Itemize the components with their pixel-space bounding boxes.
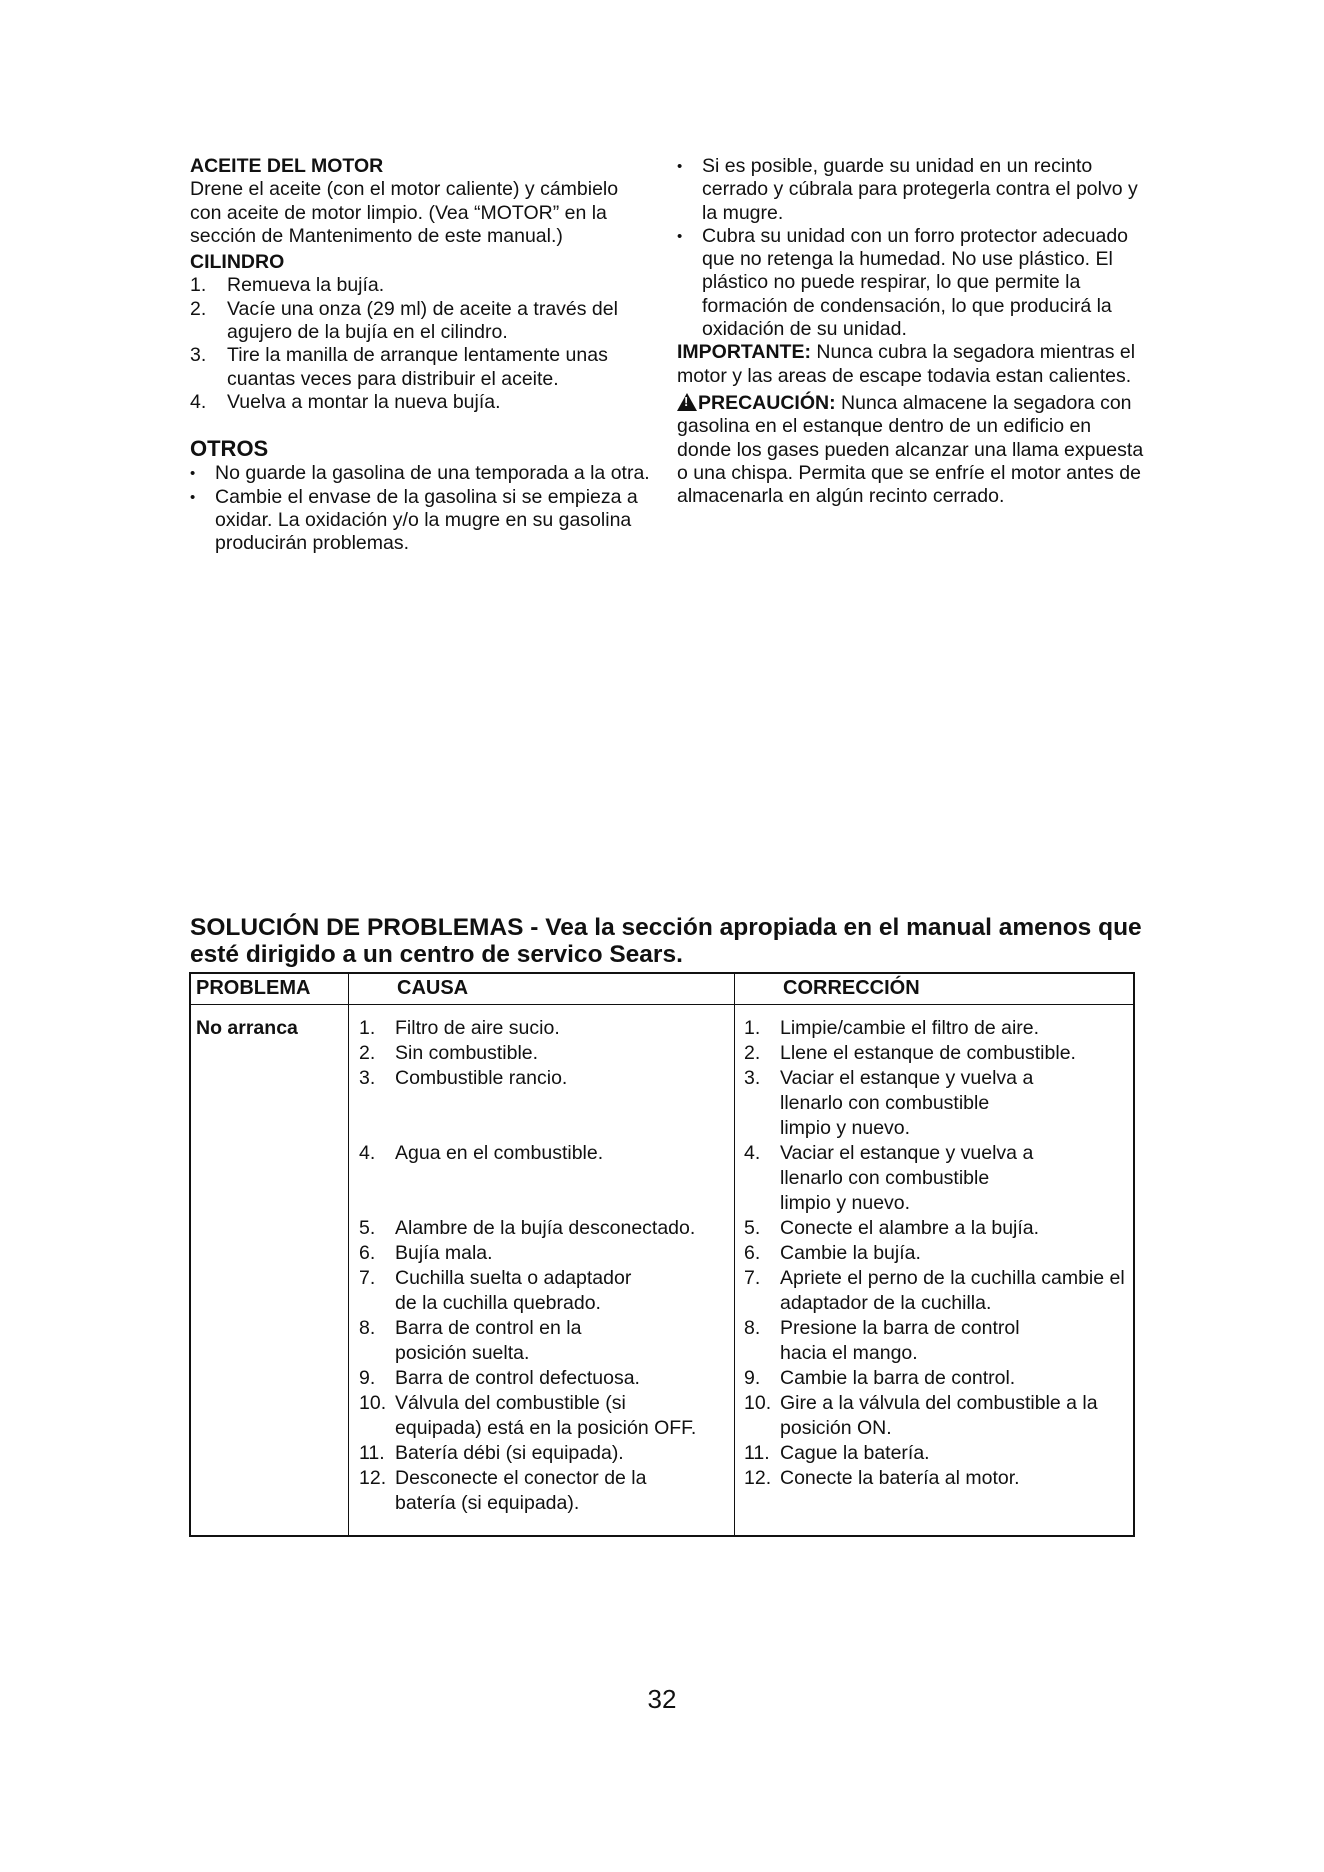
left-column bbox=[190, 155, 650, 555]
cause-row: 9. Barra de control defectuosa. bbox=[359, 1367, 640, 1389]
cylinder-steps bbox=[190, 274, 650, 414]
correction-row: 2. Llene el estanque de combustible. bbox=[744, 1042, 1076, 1064]
list-item: • Cubra su unidad con un forro protector adecuado que no retenga la humedad. No use plástico. El plástico no puede respirar, lo que permite la formación de condensación, lo que producirá la oxidación de su unidad. bbox=[677, 225, 1147, 341]
correction-row: 11. Cague la batería. bbox=[744, 1442, 930, 1464]
caution-label: PRECAUCIÓN: bbox=[698, 391, 836, 414]
cause-row: 12. Desconecte el conector de la batería (si equipada). bbox=[359, 1467, 647, 1514]
cause-row: 11. Batería débi (si equipada). bbox=[359, 1442, 624, 1464]
cause-row: 8. Barra de control en la posición suelta. bbox=[359, 1317, 582, 1364]
header-correction: CORRECCIÓN bbox=[783, 977, 920, 999]
cylinder-heading: CILINDRO bbox=[190, 251, 285, 274]
caution-note bbox=[677, 392, 1147, 508]
oil-heading: ACEITE DEL MOTOR bbox=[190, 155, 384, 177]
oil-text: Drene el aceite (con el motor caliente) y cámbielo con aceite de motor limpio. (Vea “MOTOR” en la sección de Mantenimento de este manual.) bbox=[190, 178, 619, 247]
list-item: 4. Vuelva a montar la nueva bujía. bbox=[190, 390, 501, 413]
header-divider bbox=[191, 1004, 1133, 1005]
right-column bbox=[677, 155, 1147, 508]
list-item: • No guarde la gasolina de una temporada a la otra. bbox=[190, 462, 650, 485]
other-heading: OTROS bbox=[190, 436, 269, 462]
important-note bbox=[677, 341, 1147, 388]
column-divider bbox=[734, 974, 735, 1535]
storage-list bbox=[677, 155, 1147, 341]
cause-row: 2. Sin combustible. bbox=[359, 1042, 539, 1064]
correction-row: 9. Cambie la barra de control. bbox=[744, 1367, 1016, 1389]
cause-row: 6. Bujía mala. bbox=[359, 1242, 493, 1264]
correction-row: 10. Gire a la válvula del combustible a la posición ON. bbox=[744, 1392, 1098, 1439]
troubleshooting-title: SOLUCIÓN DE PROBLEMAS - Vea la sección apropiada en el manual amenos que esté dirigido a un centro de servico Sears. bbox=[190, 914, 1142, 968]
cause-row: 7. Cuchilla suelta o adaptador de la cuchilla quebrado. bbox=[359, 1267, 632, 1314]
correction-row: 1. Limpie/cambie el filtro de aire. bbox=[744, 1017, 1040, 1039]
other-list bbox=[190, 462, 650, 555]
correction-row: 7. Apriete el perno de la cuchilla cambie el adaptador de la cuchilla. bbox=[744, 1267, 1125, 1314]
header-cause: CAUSA bbox=[397, 977, 469, 999]
cause-row: 10. Válvula del combustible (si equipada) está en la posición OFF. bbox=[359, 1392, 697, 1439]
important-label: IMPORTANTE: bbox=[677, 341, 811, 364]
column-divider bbox=[348, 974, 349, 1535]
correction-row: 3. Vaciar el estanque y vuelva a llenarlo con combustible limpio y nuevo. bbox=[744, 1067, 1034, 1139]
cause-row: 4. Agua en el combustible. bbox=[359, 1142, 604, 1164]
header-problem: PROBLEMA bbox=[196, 977, 311, 999]
list-item: • Cambie el envase de la gasolina si se empieza a oxidar. La oxidación y/o la mugre en su gasolina producirán problemas. bbox=[190, 486, 650, 556]
list-item: 1. Remueva la bujía. bbox=[190, 274, 385, 297]
cause-row: 1. Filtro de aire sucio. bbox=[359, 1017, 560, 1039]
correction-row: 5. Conecte el alambre a la bujía. bbox=[744, 1217, 1040, 1239]
warning-triangle-icon bbox=[677, 393, 697, 411]
correction-row: 8. Presione la barra de control hacia el mango. bbox=[744, 1317, 1020, 1364]
page-number: 32 bbox=[647, 1684, 677, 1714]
corrections-cell bbox=[744, 1016, 1129, 1491]
caution-text: Nunca almacene la segadora con gasolina en el estanque dentro de un edificio en donde los gases pueden alcanzar una llama expuesta o una chispa. Permita que se enfríe el motor antes de almacenarla en algún recinto cerrado. bbox=[677, 391, 1144, 508]
list-item: 3. Tire la manilla de arranque lentamente unas cuantas veces para distribuir el aceite. bbox=[190, 344, 608, 390]
causes-cell bbox=[359, 1016, 729, 1516]
list-item: • Si es posible, guarde su unidad en un recinto cerrado y cúbrala para protegerla contra el polvo y la mugre. bbox=[677, 155, 1147, 225]
cause-row: 5. Alambre de la bujía desconectado. bbox=[359, 1217, 696, 1239]
correction-row: 4. Vaciar el estanque y vuelva a llenarlo con combustible limpio y nuevo. bbox=[744, 1142, 1034, 1214]
correction-row: 12. Conecte la batería al motor. bbox=[744, 1467, 1020, 1489]
list-item: 2. Vacíe una onza (29 ml) de aceite a través del agujero de la bujía en el cilindro. bbox=[190, 297, 618, 344]
important-text: Nunca cubra la segadora mientras el motor y las areas de escape todavia estan calientes. bbox=[677, 341, 1136, 387]
problem-cell: No arranca bbox=[196, 1017, 298, 1039]
troubleshooting-table bbox=[189, 972, 1135, 1537]
correction-row: 6. Cambie la bujía. bbox=[744, 1242, 921, 1264]
cause-row: 3. Combustible rancio. bbox=[359, 1067, 568, 1089]
